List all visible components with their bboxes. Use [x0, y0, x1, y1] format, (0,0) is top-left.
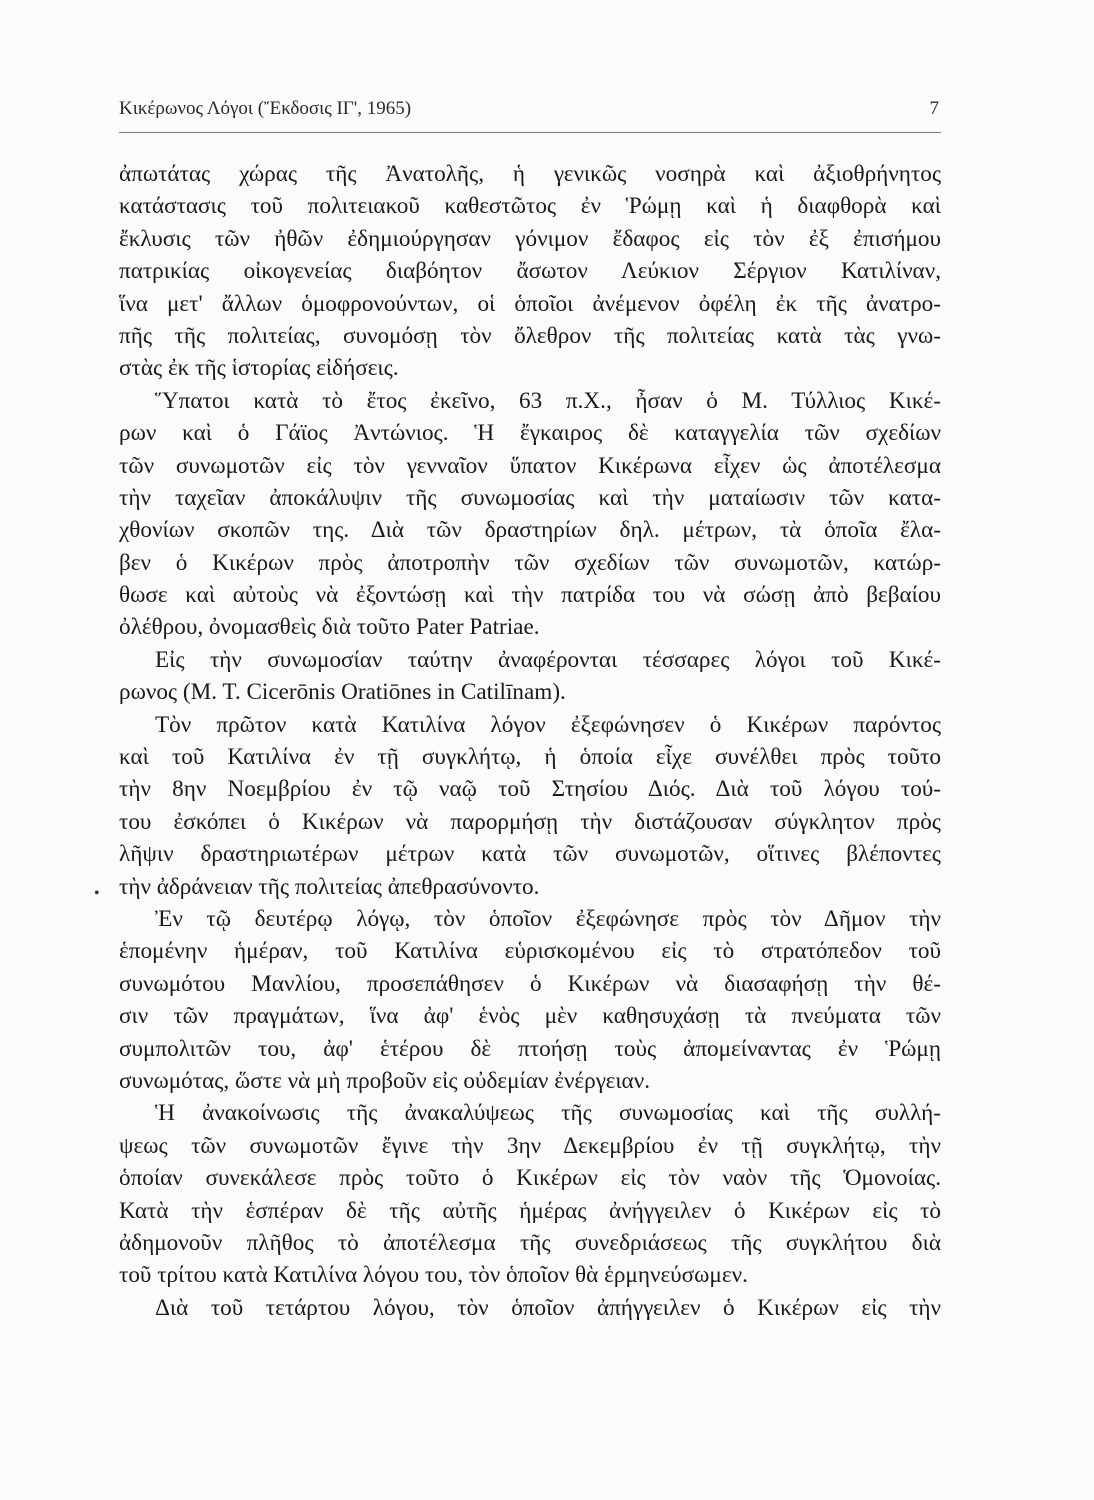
header-rule [119, 132, 941, 133]
text-line: τοῦ τρίτου κατὰ Κατιλίνα λόγου του, τὸν ὁποῖον θὰ ἑρμηνεύσωμεν. [119, 1262, 748, 1289]
text-line: Τὸν πρῶτον κατὰ Κατιλίνα λόγον ἐξεφώνησεν ὁ Κικέρων παρόντος [155, 711, 941, 738]
text-line: καὶ τοῦ Κατιλίνα ἐν τῇ συγκλήτῳ, ἡ ὁποία εἶχε συνέλθει πρὸς τοῦτο [119, 744, 941, 771]
text-line: ψεως τῶν συνωμοτῶν ἔγινε τὴν 3ην Δεκεμβρίου ἐν τῇ συγκλήτῳ, τὴν [119, 1132, 941, 1159]
text-line: Ἡ ἀνακοίνωσις τῆς ἀνακαλύψεως τῆς συνωμοσίας καὶ τῆς συλλή- [155, 1100, 941, 1127]
text-line: στὰς ἐκ τῆς ἱστορίας εἰδήσεις. [119, 355, 399, 382]
text-line: ρωνος (M. T. Cicerōnis Oratiōnes in Catilīnam). [119, 679, 566, 706]
header-title: Κικέρωνος Λόγοι (Ἔκδοσις ΙΓ', 1965) [119, 98, 412, 119]
text-line: ὁποίαν συνεκάλεσε πρὸς τοῦτο ὁ Κικέρων εἰς τὸν ναὸν τῆς Ὁμονοίας. [119, 1165, 941, 1192]
text-line: ἀδημονοῦν πλῆθος τὸ ἀποτέλεσμα τῆς συνεδριάσεως τῆς συγκλήτου διὰ [119, 1229, 941, 1256]
text-line: συμπολιτῶν του, ἀφ' ἑτέρου δὲ πτοήσῃ τοὺς ἀπομείναντας ἐν Ῥώμῃ [119, 1035, 941, 1062]
text-line: κατάστασις τοῦ πολιτειακοῦ καθεστῶτος ἐν Ῥώμῃ καὶ ἡ διαφθορὰ καὶ [119, 193, 941, 220]
text-line: ρων καὶ ὁ Γάϊος Ἀντώνιος. Ἡ ἔγκαιρος δὲ καταγγελία τῶν σχεδίων [119, 420, 941, 447]
text-line: τὴν 8ην Νοεμβρίου ἐν τῷ ναῷ τοῦ Στησίου Διός. Διὰ τοῦ λόγου τού- [119, 776, 941, 803]
text-line: συνωμότου Μανλίου, προσεπάθησεν ὁ Κικέρων νὰ διασαφήσῃ τὴν θέ- [119, 970, 941, 997]
text-line: λῆψιν δραστηριωτέρων μέτρων κατὰ τῶν συνωμοτῶν, οἵτινες βλέποντες [119, 841, 941, 868]
text-line: χθονίων σκοπῶν της. Διὰ τῶν δραστηρίων δηλ. μέτρων, τὰ ὁποῖα ἔλα- [119, 517, 941, 544]
text-line: Διὰ τοῦ τετάρτου λόγου, τὸν ὁποῖον ἀπήγγειλεν ὁ Κικέρων εἰς τὴν [155, 1294, 941, 1321]
text-line: Εἰς τὴν συνωμοσίαν ταύτην ἀναφέρονται τέσσαρες λόγοι τοῦ Κικέ- [155, 646, 941, 673]
text-line: Ὕπατοι κατὰ τὸ ἔτος ἐκεῖνο, 63 π.Χ., ἦσαν ὁ Μ. Τύλλιος Κικέ- [155, 387, 941, 414]
text-line: Κατὰ τὴν ἑσπέραν δὲ τῆς αὐτῆς ἡμέρας ἀνήγγειλεν ὁ Κικέρων εἰς τὸ [119, 1197, 941, 1224]
page-number: 7 [929, 98, 939, 119]
text-line: ἔκλυσις τῶν ἠθῶν ἐδημιούργησαν γόνιμον ἔδαφος εἰς τὸν ἐξ ἐπισήμου [119, 225, 941, 252]
text-line: τὴν ἀδράνειαν τῆς πολιτείας ἀπεθρασύνοντο. [119, 873, 540, 900]
text-line: ὀλέθρου, ὀνομασθεὶς διὰ τοῦτο Pater Patriae. [119, 614, 540, 641]
text-line: ἀπωτάτας χώρας τῆς Ἀνατολῆς, ἡ γενικῶς νοσηρὰ καὶ ἀξιοθρήνητος [119, 161, 941, 187]
margin-mark: • [94, 885, 100, 902]
running-header [119, 98, 939, 130]
text-line: ἵνα μετ' ἄλλων ὁμοφρονούντων, οἱ ὁποῖοι ἀνέμενον ὀφέλη ἐκ τῆς ἀνατρο- [119, 290, 941, 317]
text-line: βεν ὁ Κικέρων πρὸς ἀποτροπὴν τῶν σχεδίων τῶν συνωμοτῶν, κατώρ- [119, 549, 941, 576]
text-line: Ἐν τῷ δευτέρῳ λόγῳ, τὸν ὁποῖον ἐξεφώνησε πρὸς τὸν Δῆμον τὴν [155, 905, 941, 932]
text-line: του ἐσκόπει ὁ Κικέρων νὰ παρορμήσῃ τὴν διστάζουσαν σύγκλητον πρὸς [119, 808, 941, 835]
text-line: πῆς τῆς πολιτείας, συνομόσῃ τὸν ὄλεθρον τῆς πολιτείας κατὰ τὰς γνω- [119, 322, 941, 349]
text-line: τὴν ταχεῖαν ἀποκάλυψιν τῆς συνωμοσίας καὶ τὴν ματαίωσιν τῶν κατα- [119, 484, 941, 511]
body-text [119, 158, 941, 1324]
text-line: τῶν συνωμοτῶν εἰς τὸν γενναῖον ὕπατον Κικέρωνα εἶχεν ὡς ἀποτέλεσμα [119, 452, 941, 479]
text-line: πατρικίας οἰκογενείας διαβόητον ἄσωτον Λεύκιον Σέργιον Κατιλίναν, [119, 258, 941, 285]
text-line: σιν τῶν πραγμάτων, ἵνα ἀφ' ἑνὸς μὲν καθησυχάσῃ τὰ πνεύματα τῶν [119, 1003, 941, 1030]
text-line: συνωμότας, ὥστε νὰ μὴ προβοῦν εἰς οὐδεμίαν ἐνέργειαν. [119, 1067, 650, 1094]
text-line: ἑπομένην ἡμέραν, τοῦ Κατιλίνα εὑρισκομένου εἰς τὸ στρατόπεδον τοῦ [119, 938, 941, 965]
text-line: θωσε καὶ αὐτοὺς νὰ ἐξοντώσῃ καὶ τὴν πατρίδα του νὰ σώσῃ ἀπὸ βεβαίου [119, 582, 941, 609]
